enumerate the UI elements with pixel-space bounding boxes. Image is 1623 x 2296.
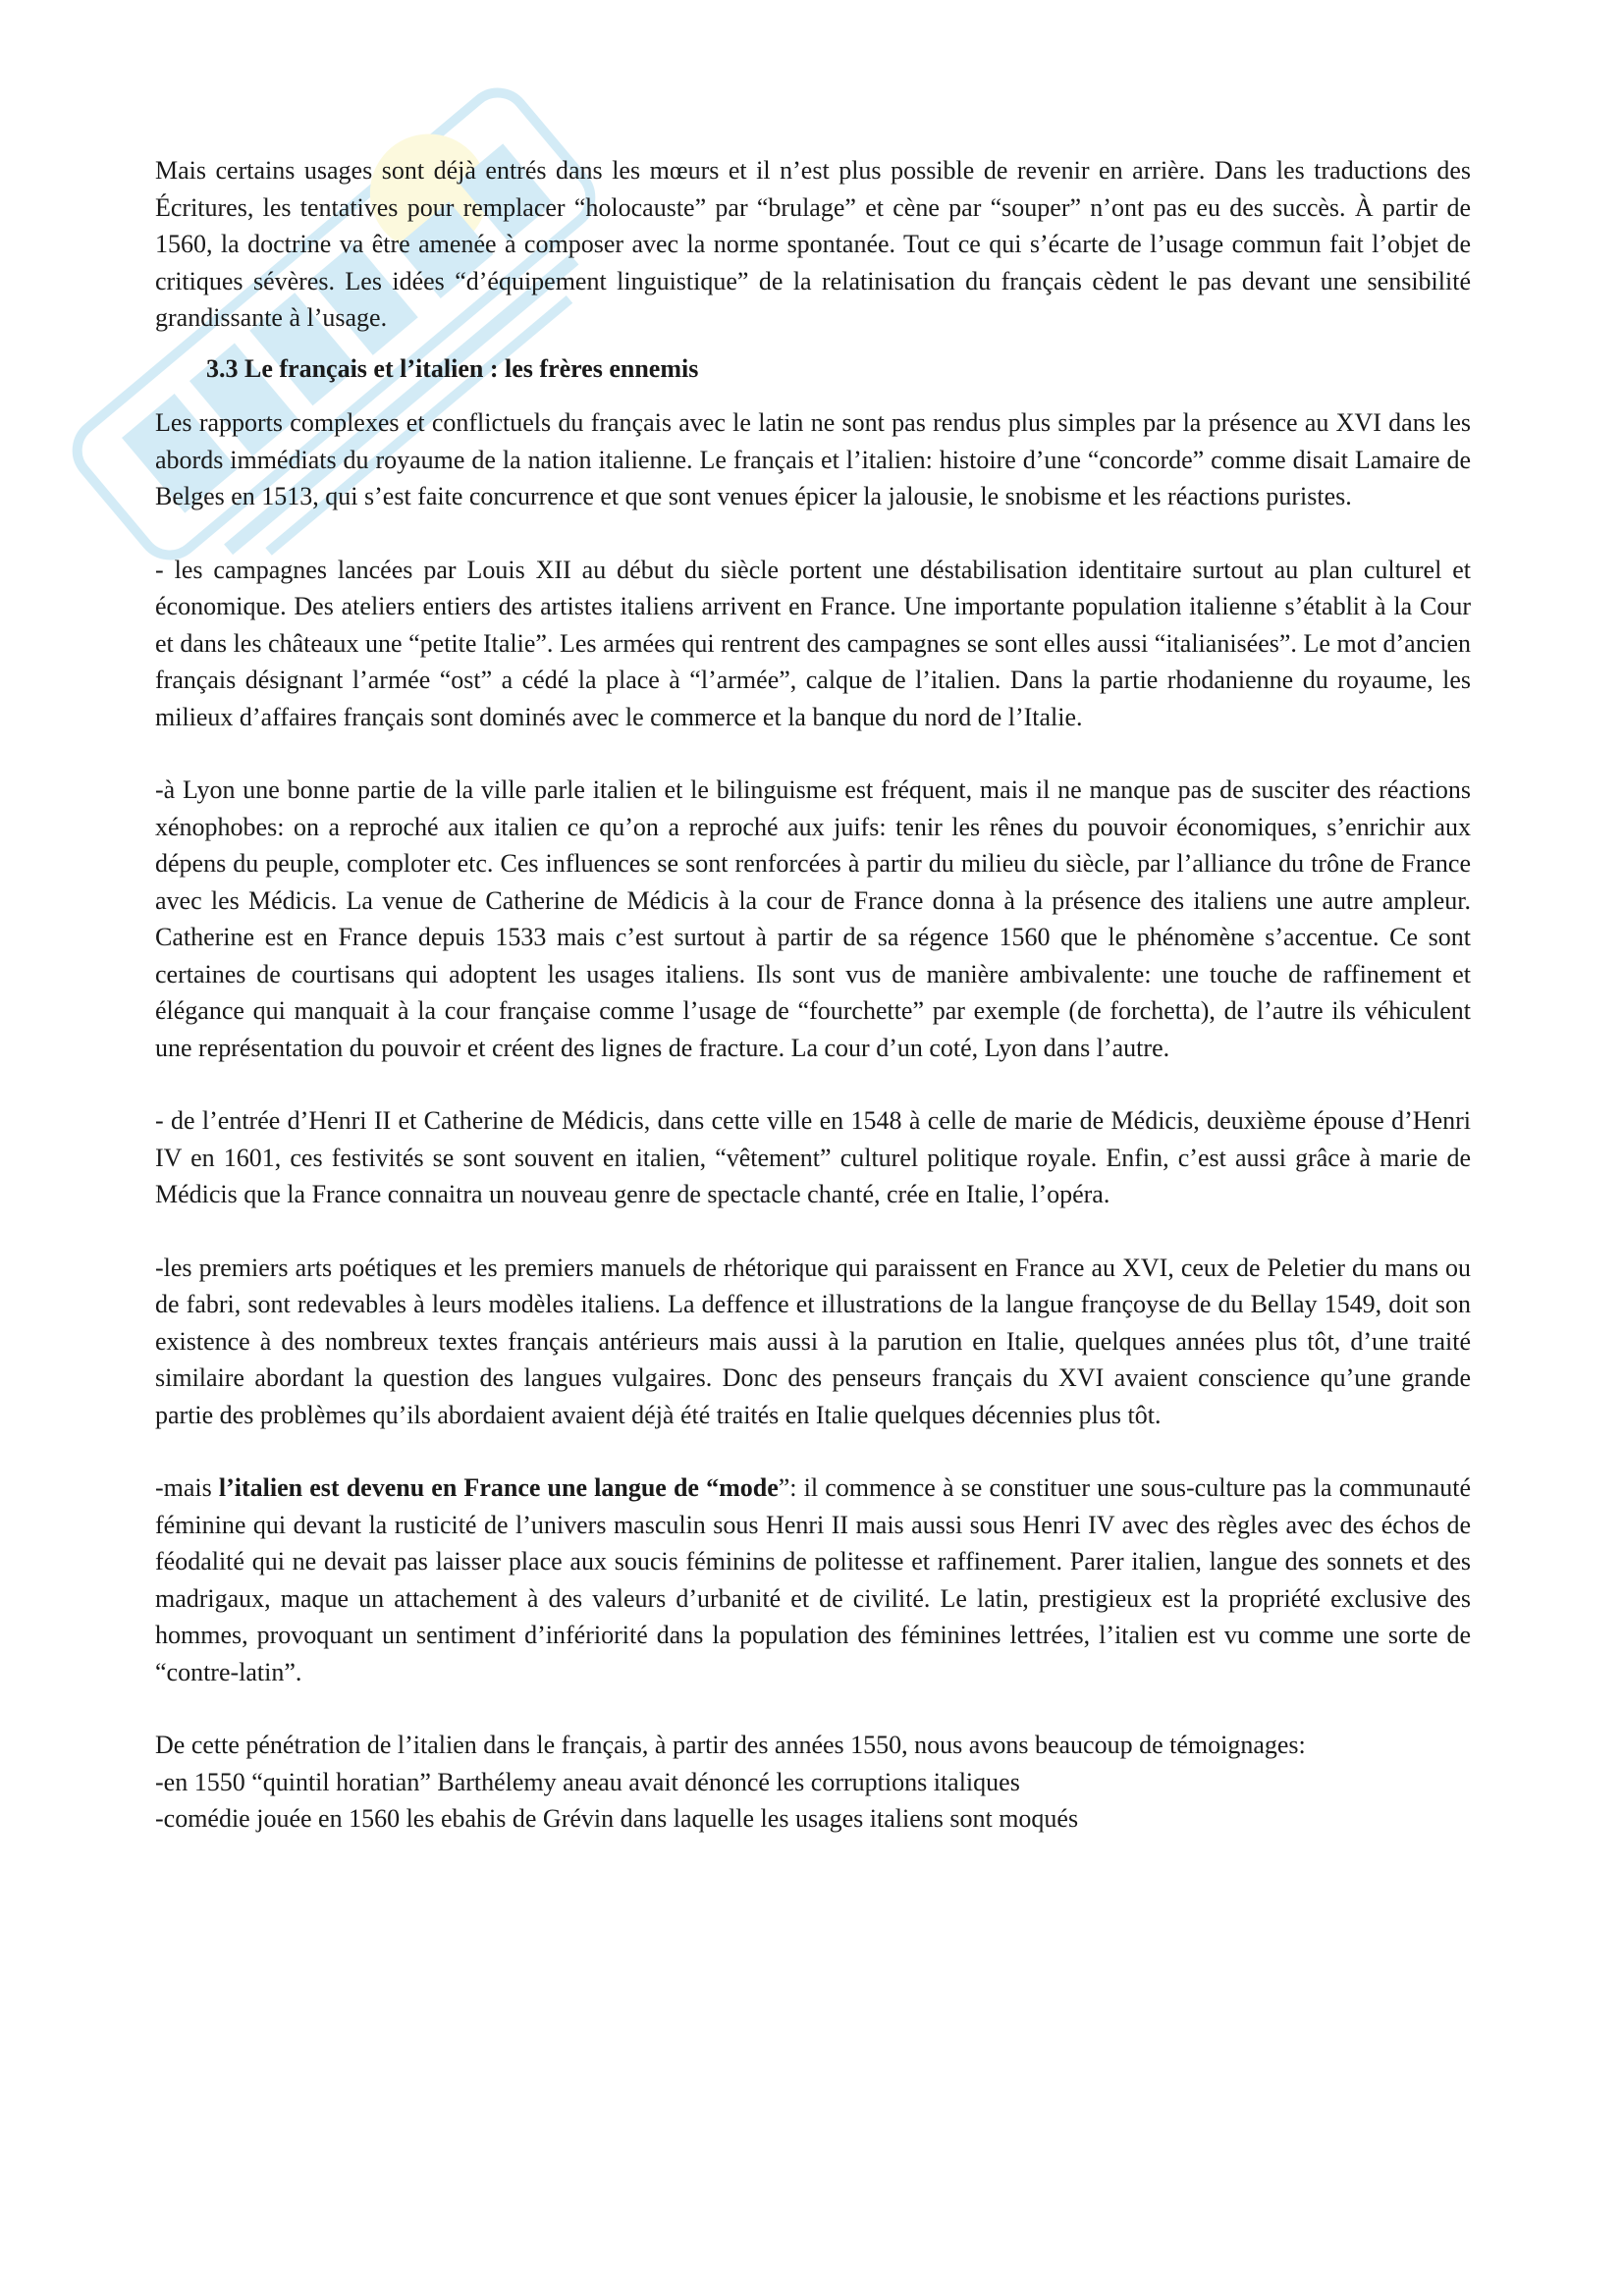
intro-paragraph: Mais certains usages sont déjà entrés dans les mœurs et il n’est plus possible de revenir en arrière. Dans les traductions des Écritures, les tentatives pour remplacer “holocauste” par “brulage” et cène par “souper” n’ont pas eu des succès. À partir de 1560, la doctrine va être amenée à composer avec la norme spontanée. Tout ce qui s’écarte de l’usage commun fait l’objet de critiques sévères. Les idées “d’équipement linguistique” de la relatinisation du français cèdent le pas devant une sensibilité grandissante à l’usage. <box>155 156 1471 332</box>
paragraph-arts-poetiques: -les premiers arts poétiques et les premiers manuels de rhétorique qui paraissent en France au XVI, ceux de Peletier du mans ou de fabri, sont redevables à leurs modèles italiens. La deffence et illustrations de la langue françoyse de du Bellay 1549, doit son existence à des nombreux textes français antérieurs mais aussi à la parution en Italie, quelques années plus tôt, d’une traité similaire abordant la question des langues vulgaires. Donc des penseurs français du XVI avaient conscience qu’une grande partie des problèmes qu’ils abordaient avaient déjà été traités en Italie quelques décennies plus tôt. <box>155 1253 1471 1429</box>
list-item: -comédie jouée en 1560 les ebahis de Grévin dans laquelle les usages italiens sont moqués <box>155 1804 1079 1833</box>
mode-suffix: ”: il commence à se constituer une sous-culture pas la communauté féminine qui devant la rusticité de l’univers masculin sous Henri II mais aussi sous Henri IV avec des règles avec des échos de féodalité qui ne devait pas laisser place aux soucis féminins de politesse et raffinement. Parer italien, langue des sonnets et des madrigaux, maque un attachement à des valeurs d’urbanité et de civilité. Le latin, prestigieux est la propriété exclusive des hommes, provoquant un sentiment d’infériorité dans la population des féminines lettrées, l’italien est vu comme une sorte de “contre-latin”. <box>155 1473 1471 1686</box>
document-page <box>155 152 1471 1838</box>
paragraph-temoignages: De cette pénétration de l’italien dans le français, à partir des années 1550, nous avons beaucoup de témoignages: <box>155 1731 1306 1759</box>
section-heading: 3.3 Le français et l’italien : les frères ennemis <box>206 353 699 383</box>
paragraph-henri-ii: - de l’entrée d’Henri II et Catherine de Médicis, dans cette ville en 1548 à celle de marie de Médicis, deuxième épouse d’Henri IV en 1601, ces festivités se sont souvent en italien, “vêtement” culturel politique royale. Enfin, c’est aussi grâce à marie de Médicis que la France connaitra un nouveau genre de spectacle chanté, crée en Italie, l’opéra. <box>155 1106 1471 1208</box>
paragraph-lyon: -à Lyon une bonne partie de la ville parle italien et le bilinguisme est fréquent, mais il ne manque pas de susciter des réactions xénophobes: on a reproché aux italien ce qu’on a reproché aux juifs: tenir les rênes du pouvoir économiques, s’enrichir aux dépens du peuple, comploter etc. Ces influences se sont renforcées à partir du milieu du siècle, par l’alliance du trône de France avec les Médicis. La venue de Catherine de Médicis à la cour de France donna à la présence des italiens une autre ampleur. Catherine est en France depuis 1533 mais c’est surtout à partir de sa régence 1560 que le phénomène s’accentue. Ce sont certaines de courtisans qui adoptent les usages italiens. Ils sont vus de manière ambivalente: une touche de raffinement et élégance qui manquait à la cour française comme l’usage de “fourchette” par exemple (de forchetta), de l’autre ils véhiculent une représentation du pouvoir et créent des lignes de fracture. La cour d’un coté, Lyon dans l’autre. <box>155 775 1471 1062</box>
mode-bold-phrase: l’italien est devenu en France une langue de “mode <box>218 1473 779 1502</box>
list-item: -en 1550 “quintil horatian” Barthélemy aneau avait dénoncé les corruptions italiques <box>155 1767 1020 1796</box>
paragraph-campagnes: - les campagnes lancées par Louis XII au début du siècle portent une déstabilisation identitaire surtout au plan culturel et économique. Des ateliers entiers des artistes italiens arrivent en France. Une importante population italienne s’établit à la Cour et dans les châteaux une “petite Italie”. Les armées qui rentrent des campagnes se sont elles aussi “italianisées”. Le mot d’ancien français désignant l’armée “ost” a cédé la place à “l’armée”, calque de l’italien. Dans la partie rhodanienne du royaume, les milieux d’affaires français sont dominés avec le commerce et la banque du nord de l’Italie. <box>155 555 1471 731</box>
paragraph-rapports: Les rapports complexes et conflictuels du français avec le latin ne sont pas rendus plus simples par la présence au XVI dans les abords immédiats du royaume de la nation italienne. Le français et l’italien: histoire d’une “concorde” comme disait Lamaire de Belges en 1513, qui s’est faite concurrence et que sont venues épicer la jalousie, le snobisme et les réactions puristes. <box>155 408 1471 510</box>
paragraph-langue-de-mode <box>155 1469 1471 1690</box>
mode-prefix: -mais <box>155 1473 219 1502</box>
